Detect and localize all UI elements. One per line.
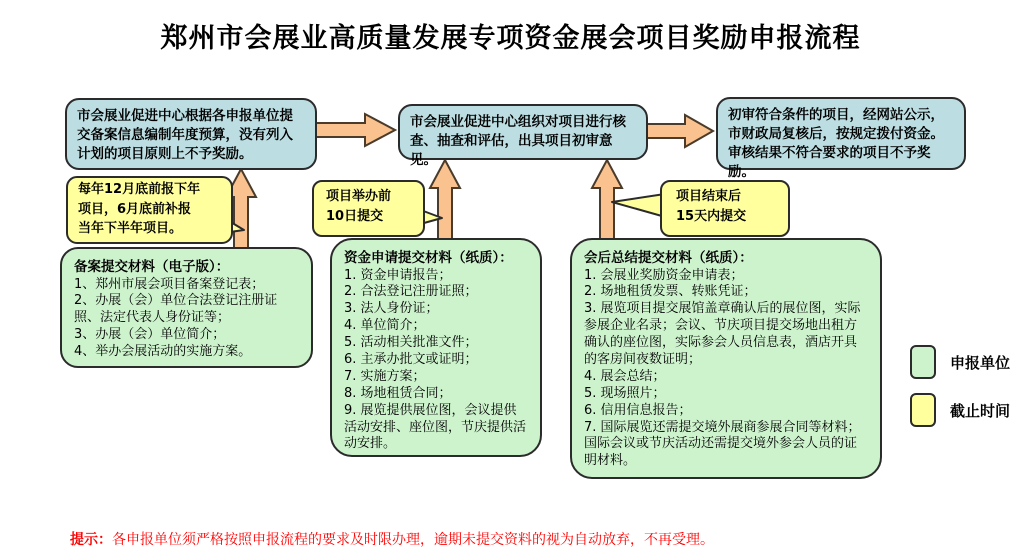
arrow-right-icon: [647, 113, 715, 149]
material-item: 2. 场地租赁发票、转账凭证；: [584, 284, 757, 300]
material-item: 7. 实施方案；: [344, 368, 426, 384]
process-box-funding: 初审符合条件的项目，经网站公示，市财政局复核后，按规定拨付资金。审核结果不符合要求的项目不予奖励。: [716, 97, 966, 170]
callout-line: 项目结束后: [676, 189, 742, 204]
page-title: 郑州市会展业高质量发展专项资金展会项目奖励申报流程: [160, 23, 861, 54]
material-item: 7. 国际展览还需提交境外展商参展合同等材料；国际会议或节庆活动还需提交境外参会人员的证明材料。: [584, 419, 861, 469]
legend-swatch-applicant: [910, 345, 936, 379]
material-item: 1. 会展业奖励资金申请表；: [584, 267, 744, 283]
material-item: 3. 法人身份证；: [344, 301, 439, 317]
process-box-review: 市会展业促进中心组织对项目进行核查、抽查和评估，出具项目初审意见。: [398, 104, 648, 160]
material-item: 5. 现场照片；: [584, 385, 666, 401]
materials-title: 资金申请提交材料（纸质）：: [344, 250, 513, 266]
materials-box-fund-application: [330, 238, 542, 457]
callout-line: 当年下半年项目。: [78, 221, 183, 236]
material-item: 9. 展览提供展位图，会议提供活动安排、座位图，节庆提供活动安排。: [344, 402, 527, 452]
material-item: 4. 单位简介；: [344, 318, 426, 334]
tip-body: 各申报单位须严格按照申报流程的要求及时限办理，逾期未提交资料的视为自动放弃，不再受理。: [112, 532, 714, 548]
deadline-callout-after-event: [598, 178, 792, 240]
tip-text: [70, 529, 714, 549]
materials-title: 备案提交材料（电子版）：: [74, 259, 230, 275]
material-item: 4、举办会展活动的实施方案。: [74, 344, 252, 360]
materials-title: 会后总结提交材料（纸质）：: [584, 250, 753, 266]
deadline-callout-before-event: [310, 178, 446, 240]
legend-swatch-deadline: [910, 393, 936, 427]
materials-box-filing: [60, 247, 313, 368]
legend-label-applicant: 申报单位: [950, 354, 1011, 372]
callout-line: 每年12月底前报下年: [78, 182, 201, 197]
material-item: 3. 展览项目提交展馆盖章确认后的展位图，实际参展企业名录；会议、节庆项目提交场地出租方确认的座位图，实际参会人员信息表，酒店开具的客房间夜数证明；: [584, 301, 861, 367]
legend-label-deadline: 截止时间: [950, 402, 1011, 420]
material-item: 6. 主承办批文或证明；: [344, 352, 478, 367]
material-item: 8. 场地租赁合同；: [344, 385, 452, 401]
material-item: 1、郑州市展会项目备案登记表；: [74, 276, 265, 292]
callout-line: 项目，6月底前补报: [78, 201, 192, 217]
material-item: 2. 合法登记注册证照；: [344, 284, 478, 300]
materials-box-post-event: [570, 238, 882, 479]
material-item: 6. 信用信息报告；: [584, 402, 692, 418]
material-item: 3、办展（会）单位简介；: [74, 327, 226, 343]
material-item: 4. 展会总结；: [584, 368, 666, 384]
callout-line: 项目举办前: [326, 189, 392, 204]
callout-line: 15天内提交: [676, 208, 747, 224]
arrow-right-icon: [315, 112, 397, 148]
material-item: 2、办展（会）单位合法登记注册证照、法定代表人身份证等；: [74, 293, 278, 326]
callout-line: 10日提交: [326, 208, 384, 224]
material-item: 1. 资金申请报告；: [344, 267, 452, 283]
tip-label: 提示：: [70, 532, 112, 548]
deadline-callout-annual: [64, 174, 250, 246]
process-box-budget: 市会展业促进中心根据各申报单位提交备案信息编制年度预算，没有列入计划的项目原则上不予奖励。: [65, 98, 317, 170]
material-item: 5. 活动相关批准文件；: [344, 335, 478, 351]
